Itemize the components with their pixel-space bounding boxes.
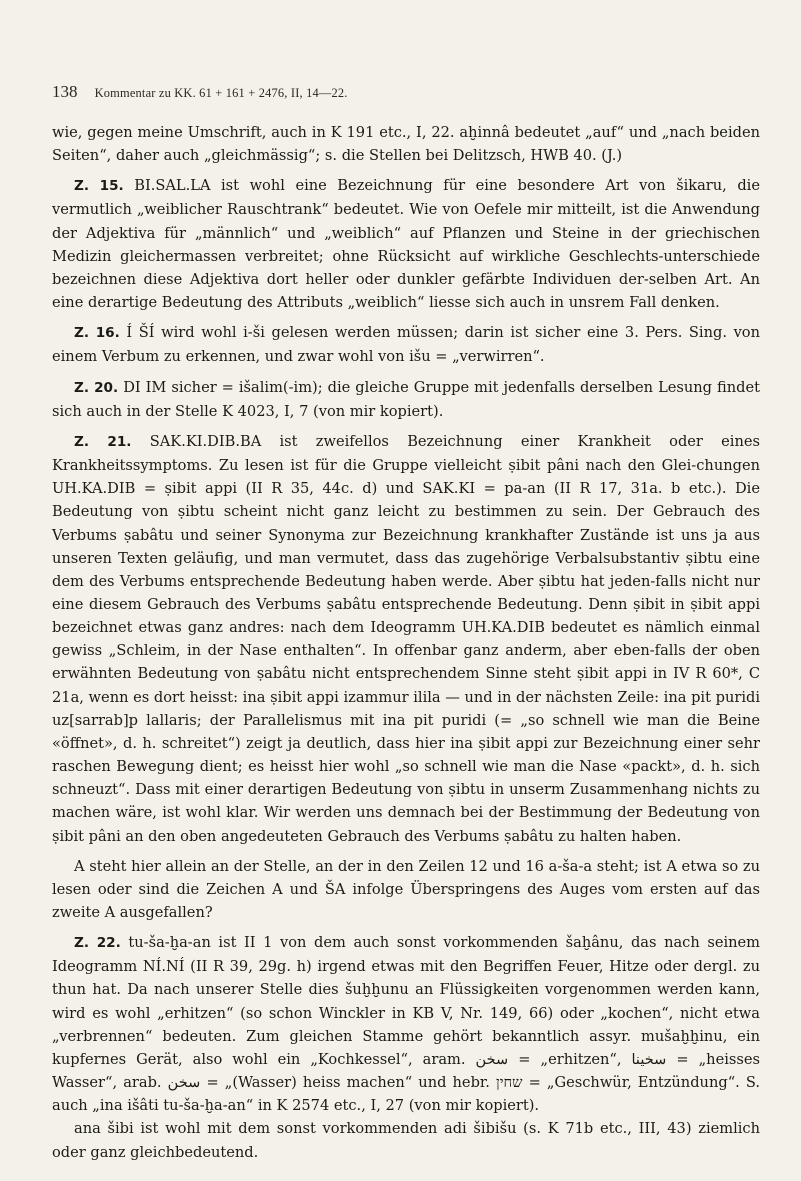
paragraph-z22	[52, 931, 760, 1117]
paragraph-text: SAK.KI.DIB.BA ist zweifellos Bezeichnung einer Krankheit oder eines Krankheitssymptoms. Zu lesen ist für die Gruppe vielleicht ṣibit pâni nach den Glei-chungen UH.KA.DIB = ṣibit appi (II R 35, 44c. d) und SAK.KI = pa-an (II R 17, 31a. b etc.). Die Bedeutung von ṣibtu scheint nicht ganz leicht zu bestimmen zu sein. Der Gebrauch des Verbums ṣabâtu und seiner Synonyma zur Bezeichnung krankhafter Zustände ist uns ja aus unseren Texten geläufig, und man vermutet, dass das zugehörige Verbalsubstantiv ṣibtu eine dem des Verbums entsprechende Bedeutung haben werde. Aber ṣibtu hat jeden-falls nicht nur eine diesem Gebrauch des Verbums ṣabâtu entsprechende Bedeutung. Denn ṣibit in ṣibit appi bezeichnet etwas ganz andres: nach dem Ideogramm UH.KA.DIB bedeutet es nämlich einmal gewiss „Schleim, in der Nase enthalten“. In offenbar ganz anderm, aber eben-falls der oben erwähnten Bedeutung von ṣabâtu nicht entsprechendem Sinne steht ṣibit appi in IV R 60*, C 21a, wenn es dort heisst: ina ṣibit appi izammur ilila — und in der nächsten Zeile: ina pit puridi uz[sarrab]p lallaris; der Parallelismus mit ina pit puridi (= „so schnell wie man die Beine «öffnet», d. h. schreitet“) zeigt ja deutlich, dass hier ina ṣibit appi zur Bezeichnung einer sehr raschen Bewegung dient; es heisst hier wohl „so schnell wie man die Nase «packt», d. h. sich schneuzt“. Dass mit einer derartigen Bedeutung von ṣibtu in unserm Zusammenhang nichts zu machen wäre, ist wohl klar. Wir werden uns demnach bei der Bestimmung der Bedeutung von ṣibit pâni an den oben angedeuteten Gebrauch des Verbums ṣabâtu zu halten haben.	[52, 432, 761, 845]
paragraph-z21	[52, 430, 760, 848]
paragraph-a: A steht hier allein an der Stelle, an der in den Zeilen 12 und 16 a-ša-a steht; ist A etwa so zu lesen oder sind die Zeichen A und ŠA infolge Überspringens des Auges vom ersten auf das zweite A ausgefallen?	[52, 857, 760, 921]
paragraph-ana-sibi: ana šibi ist wohl mit dem sonst vorkommenden adi šibišu (s. K 71b etc., III, 43) ziemlich oder ganz gleichbedeutend.	[52, 1120, 760, 1161]
page-number: 138	[52, 82, 78, 101]
commentary-body	[52, 121, 760, 1164]
paragraph-z15	[52, 174, 760, 314]
running-header	[52, 82, 760, 102]
paragraph-intro: wie, gegen meine Umschrift, auch in K 191 etc., I, 22. aḫinnâ bedeutet „auf“ und „nach beiden Seiten“, daher auch „gleichmässig“; s. die Stellen bei Delitzsch, HWB 40. (J.)	[52, 124, 760, 165]
paragraph-text: BI.SAL.LA ist wohl eine Bezeichnung für eine besondere Art von šikaru, die vermutlich „weiblicher Rauschtrank“ bedeutet. Wie von Oefele mir mitteilt, ist die Anwendung der Adjektiva für „männlich“ und „weiblich“ auf Pflanzen und Steine in der griechischen Medizin gleichermassen verbreitet; ohne Rücksicht auf wirkliche Geschlechts-unterschiede bezeichnen diese Adjektiva dort heller oder dunkler gefärbte Individuen der-selben Art. An eine derartige Bedeutung des Attributs „weiblich“ liesse sich auch in unsrem Fall denken.	[52, 177, 760, 312]
paragraph-text: Í ŠÍ wird wohl i-ši gelesen werden müssen; darin ist sicher eine 3. Pers. Sing. von einem Verbum zu erkennen, und zwar wohl von išu = „verwirren“.	[52, 324, 760, 366]
paragraph-text: DI IM sicher = išalim(-im); die gleiche Gruppe mit jedenfalls derselben Lesung findet sich auch in der Stelle K 4023, I, 7 (von mir kopiert).	[52, 378, 760, 420]
line-ref-label: Z. 16.	[74, 325, 120, 342]
running-title: Kommentar zu KK. 61 + 161 + 2476, II, 14—22.	[94, 86, 348, 100]
paragraph-text: tu-ša-ḫa-an ist II 1 von dem auch sonst vorkommenden šaḫânu, das nach seinem Ideogramm NÍ.NÍ (II R 39, 29g. h) irgend etwas mit den Begriffen Feuer, Hitze oder dergl. zu thun hat. Da nach unserer Stelle dies šuḫḫunu an Flüssigkeiten vorgenommen werden kann, wird es wohl „erhitzen“ (so schon Winckler in KB V, Nr. 149, 66) oder „kochen“, nicht etwa „verbrennen“ bedeuten. Zum gleichen Stamme gehört bekanntlich assyr. mušaḫḫinu, ein kupfernes Gerät, also wohl ein „Kochkessel“, aram. سخن = „erhitzen“, سخينا = „heisses Wasser“, arab. سخن = „(Wasser) heiss machen“ und hebr. שחין = „Geschwür, Entzündung“. S. auch „ina išâti tu-ša-ḫa-an“ in K 2574 etc., I, 27 (von mir kopiert).	[52, 934, 760, 1115]
line-ref-label: Z. 20.	[74, 379, 119, 396]
line-ref-label: Z. 22.	[74, 935, 121, 952]
line-ref-label: Z. 21.	[74, 433, 132, 450]
paragraph-z16	[52, 321, 760, 368]
paragraph-z20	[52, 376, 760, 423]
line-ref-label: Z. 15.	[74, 178, 124, 195]
